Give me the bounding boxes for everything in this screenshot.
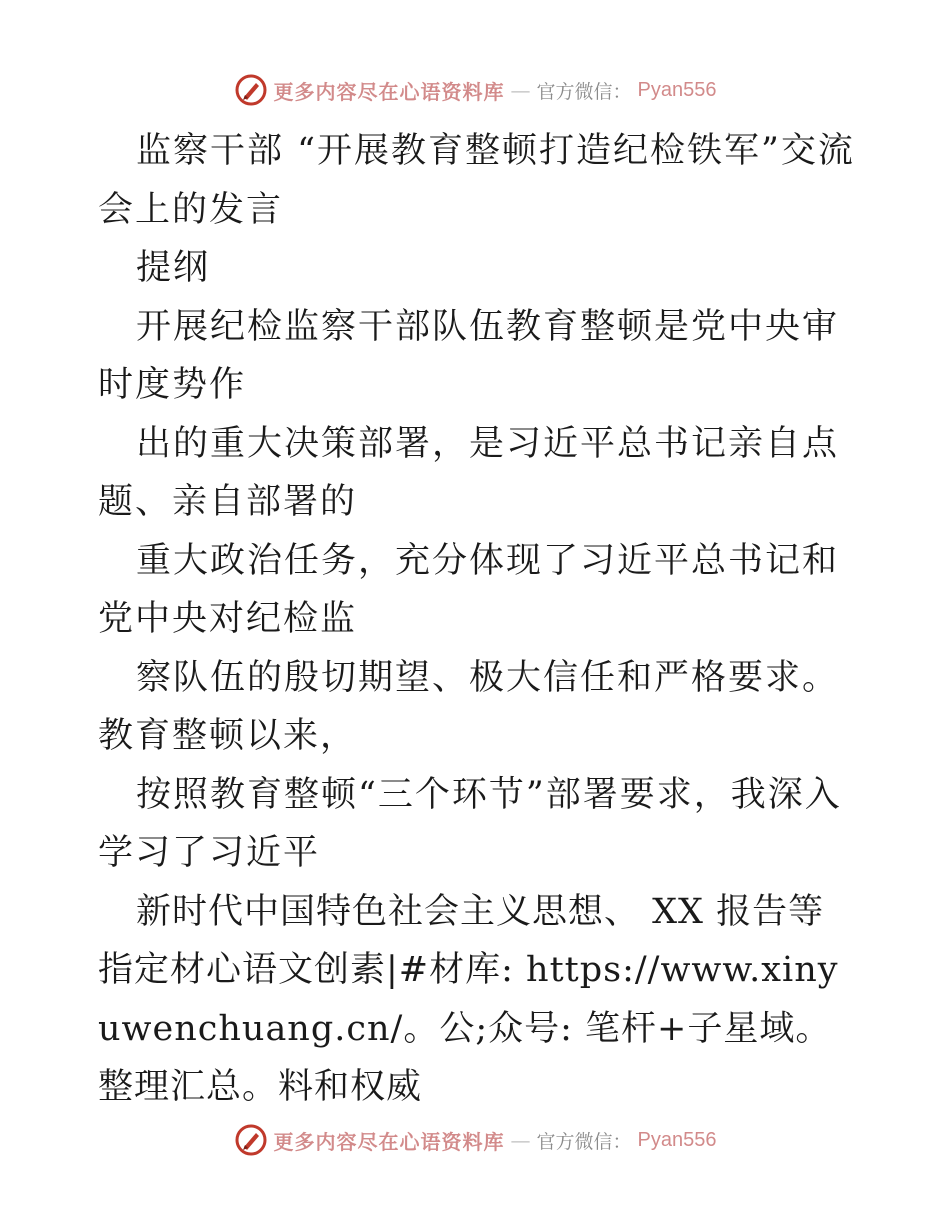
body-paragraph: 开展纪检监察干部队伍教育整顿是党中央审时度势作 <box>98 306 840 405</box>
watermark-site-text: 更多内容尽在心语资料库 <box>273 79 505 104</box>
watermark-wechat-label: 官方微信： <box>536 80 632 103</box>
pen-logo-icon <box>234 73 268 107</box>
document-body <box>98 122 858 1117</box>
body-paragraph: 察队伍的殷切期望、极大信任和严格要求。教育整顿以来， <box>98 657 840 756</box>
body-paragraph: 按照教育整顿“三个环节”部署要求，我深入学习了习近平 <box>98 774 842 873</box>
body-paragraph: 新时代中国特色社会主义思想、 XX 报告等指定材心语文创素|#材库: https://www.xinyuwenchuang.cn/。公;众号: 笔杆+子星域。整理汇总。料和权威 <box>98 891 839 1107</box>
watermark-separator: — <box>510 78 531 102</box>
watermark-separator: — <box>510 1128 531 1152</box>
watermark-site-text: 更多内容尽在心语资料库 <box>273 1129 505 1154</box>
watermark-wechat-id: Pyan556 <box>637 78 717 101</box>
watermark-wechat-label: 官方微信： <box>536 1130 632 1153</box>
document-title: 监察干部 “开展教育整顿打造纪检铁军”交流会上的发言 <box>98 131 855 230</box>
footer-watermark <box>0 1120 950 1160</box>
body-paragraph: 出的重大决策部署，是习近平总书记亲自点题、亲自部署的 <box>98 423 840 522</box>
pen-logo-icon <box>234 1123 268 1157</box>
header-watermark <box>0 70 950 110</box>
body-paragraph: 重大政治任务，充分体现了习近平总书记和党中央对纪检监 <box>98 540 840 639</box>
section-heading: 提纲 <box>136 248 211 288</box>
watermark-wechat-id: Pyan556 <box>637 1128 717 1151</box>
